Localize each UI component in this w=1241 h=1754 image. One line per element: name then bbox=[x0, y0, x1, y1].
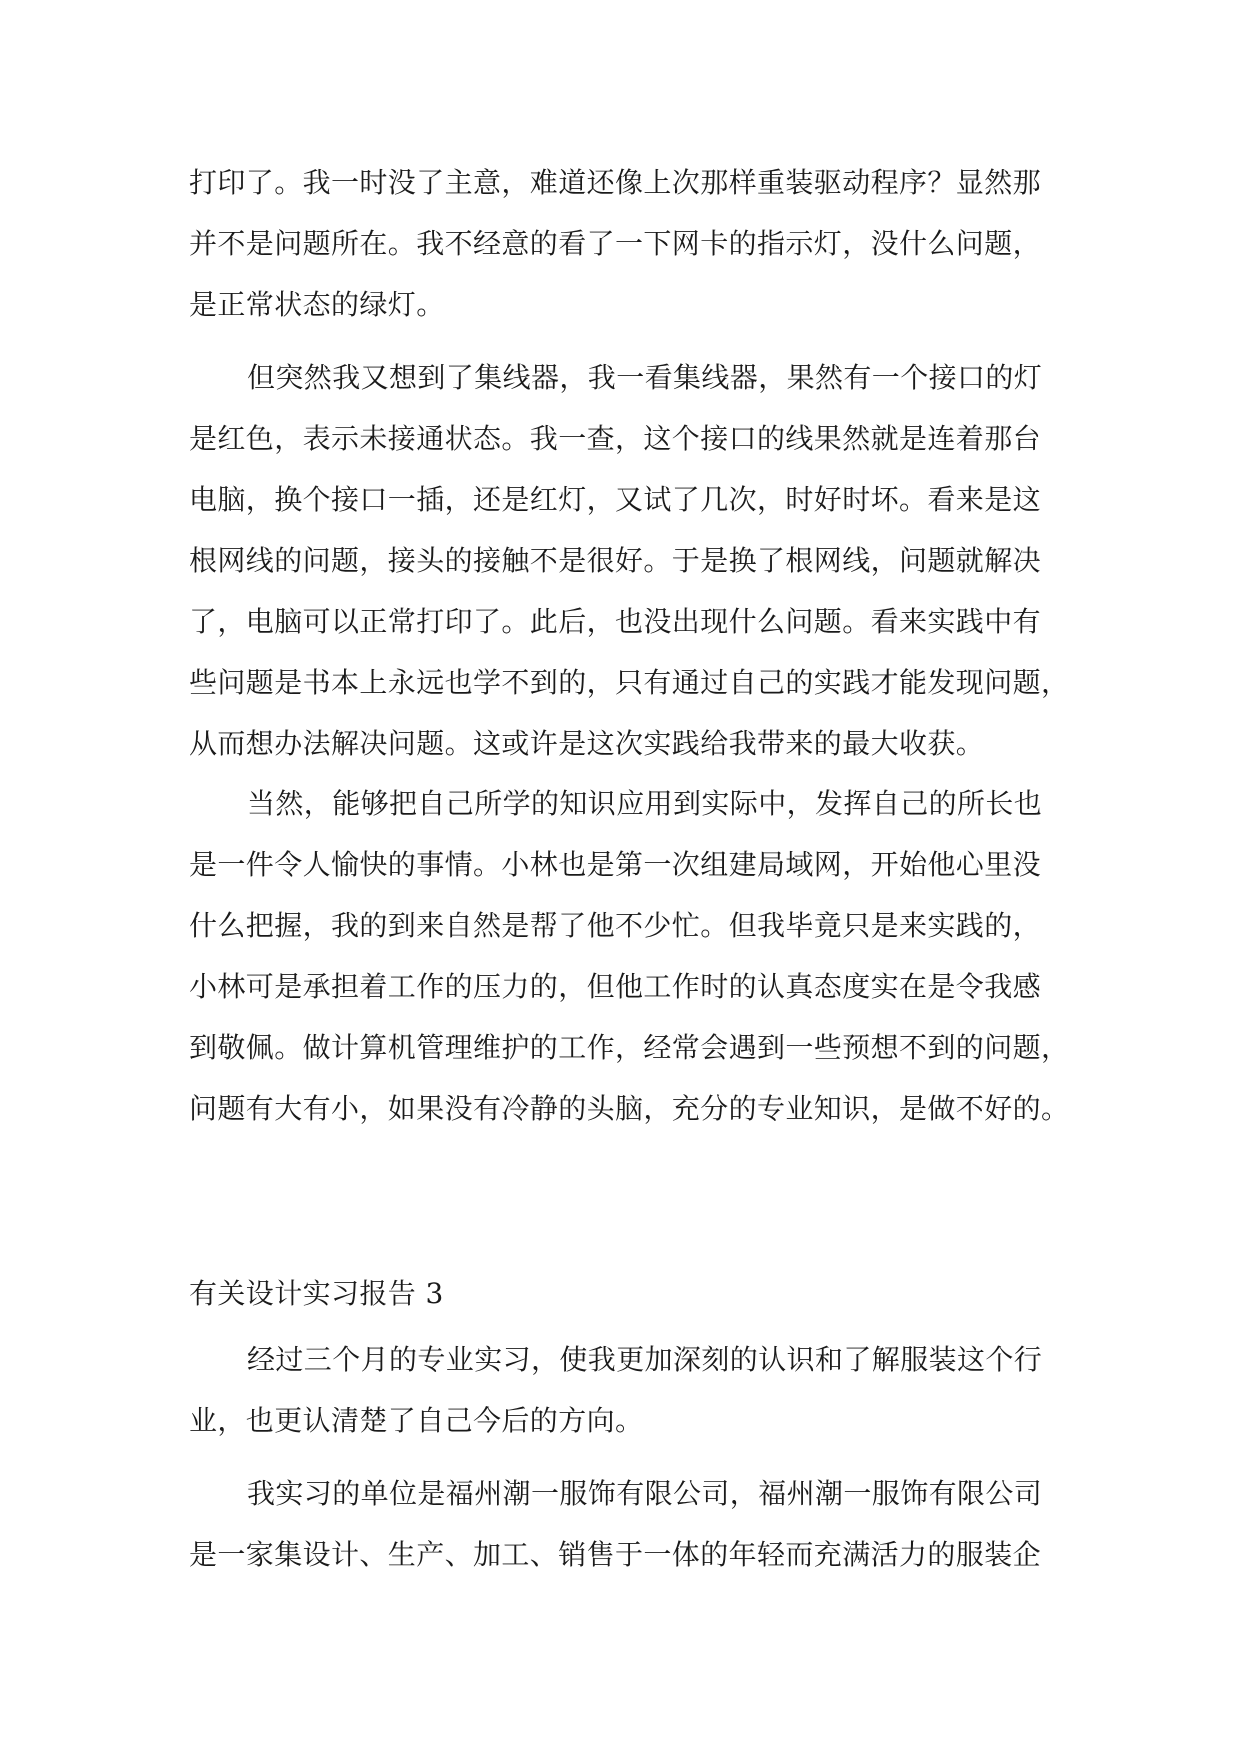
paragraph-line: 根网线的问题，接头的接触不是很好。于是换了根网线，问题就解决 bbox=[189, 544, 1042, 577]
paragraph-3 bbox=[189, 773, 1070, 1139]
paragraph-line: 我实习的单位是福州潮一服饰有限公司，福州潮一服饰有限公司 bbox=[247, 1477, 1043, 1510]
paragraph-line: 是一件令人愉快的事情。小林也是第一次组建局域网，开始他心里没 bbox=[189, 848, 1042, 881]
paragraph-4 bbox=[189, 1329, 1059, 1451]
paragraph-line: 小林可是承担着工作的压力的，但他工作时的认真态度实在是令我感 bbox=[189, 970, 1042, 1003]
paragraph-1 bbox=[189, 152, 1059, 335]
paragraph-line: 是红色，表示未接通状态。我一查，这个接口的线果然就是连着那台 bbox=[189, 422, 1042, 455]
paragraph-line: 但突然我又想到了集线器，我一看集线器，果然有一个接口的灯 bbox=[247, 361, 1043, 394]
paragraph-line: 些问题是书本上永远也学不到的，只有通过自己的实践才能发现问题， bbox=[189, 666, 1070, 699]
paragraph-line: 当然，能够把自己所学的知识应用到实际中，发挥自己的所长也 bbox=[247, 787, 1043, 820]
paragraph-line: 业，也更认清楚了自己今后的方向。 bbox=[189, 1404, 644, 1437]
paragraph-line: 了，电脑可以正常打印了。此后，也没出现什么问题。看来实践中有 bbox=[189, 605, 1042, 638]
paragraph-line: 是一家集设计、生产、加工、销售于一体的年轻而充满活力的服装企 bbox=[189, 1538, 1042, 1571]
paragraph-2 bbox=[189, 347, 1070, 774]
paragraph-line: 到敬佩。做计算机管理维护的工作，经常会遇到一些预想不到的问题， bbox=[189, 1031, 1070, 1064]
section-heading: 有关设计实习报告 3 bbox=[189, 1277, 444, 1310]
paragraph-line: 是正常状态的绿灯。 bbox=[189, 288, 445, 321]
paragraph-line: 电脑，换个接口一插，还是红灯，又试了几次，时好时坏。看来是这 bbox=[189, 483, 1042, 516]
paragraph-line: 什么把握，我的到来自然是帮了他不少忙。但我毕竟只是来实践的， bbox=[189, 909, 1042, 942]
paragraph-line: 打印了。我一时没了主意，难道还像上次那样重装驱动程序？显然那 bbox=[189, 166, 1042, 199]
paragraph-line: 经过三个月的专业实习，使我更加深刻的认识和了解服装这个行 bbox=[247, 1343, 1043, 1376]
paragraph-5 bbox=[189, 1463, 1059, 1585]
paragraph-line: 并不是问题所在。我不经意的看了一下网卡的指示灯，没什么问题， bbox=[189, 227, 1042, 260]
paragraph-line: 问题有大有小，如果没有冷静的头脑，充分的专业知识，是做不好的。 bbox=[189, 1092, 1070, 1125]
paragraph-line: 从而想办法解决问题。这或许是这次实践给我带来的最大收获。 bbox=[189, 727, 985, 760]
